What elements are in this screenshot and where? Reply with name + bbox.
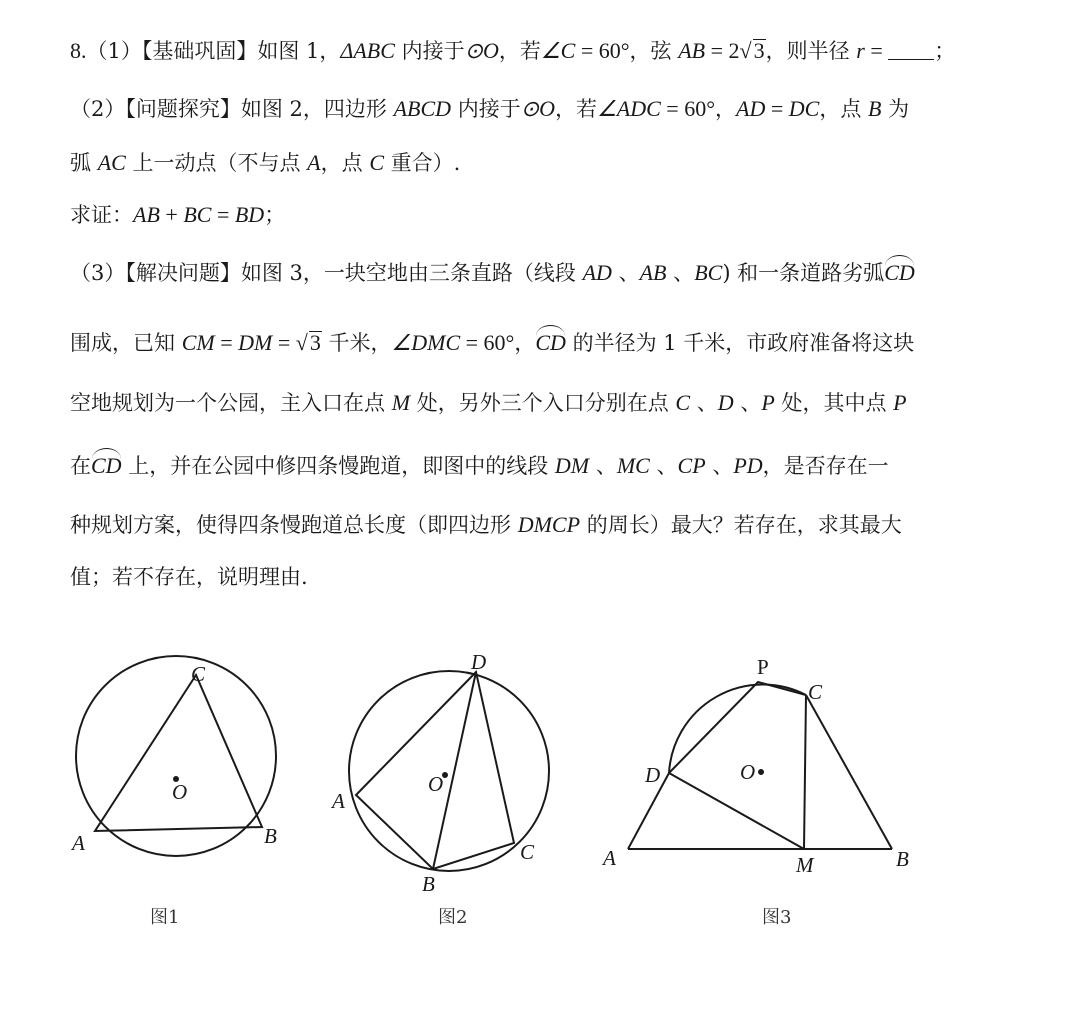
fig1-circle — [76, 656, 276, 856]
problem-part3-line6: 值；若不存在，说明理由. — [70, 565, 308, 589]
problem-part3-line4: 在CD 上，并在公园中修四条慢跑道，即图中的线段 DM 、MC 、CP 、PD，是否存在一 — [70, 451, 889, 481]
fig1-label-a: A — [72, 831, 85, 855]
problem-part3-line2: 围成，已知 CM = DM = √3 千米，∠DMC = 60°，CD 的半径为 1 千米，市政府准备将这块 — [70, 328, 914, 358]
problem-part2-line2: 弧 AC 上一动点（不与点 A，点 C 重合）. — [70, 150, 461, 175]
arc-cd: CD — [884, 258, 915, 288]
fig1-label-o: O — [172, 780, 188, 804]
fig3-segment-cm — [804, 695, 806, 849]
fig3-center-dot — [758, 769, 764, 775]
section-tag: 【问题探究】 — [125, 97, 241, 121]
fig2-label-c: C — [520, 840, 535, 864]
problem-part3-line3: 空地规划为一个公园，主入口在点 M 处，另外三个入口分别在点 C 、D 、P 处，其中点 P — [70, 390, 907, 415]
fig2-label-b: B — [422, 872, 435, 896]
section-tag: 【解决问题】 — [125, 261, 241, 285]
fig3-label-a: A — [603, 846, 616, 870]
fig3-label-p: P — [757, 655, 769, 679]
problem-part3-line5: 种规划方案，使得四条慢跑道总长度（即四边形 DMCP 的周长）最大？若存在，求其最大 — [70, 512, 902, 537]
fig3-label-m: M — [796, 853, 814, 877]
problem-part3-line1: （3）【解决问题】如图 3，一块空地由三条直路（线段 AD 、AB 、BC) 和一条道路劣弧CD — [70, 258, 915, 288]
fig1-triangle-abc — [95, 675, 262, 831]
fig3-segment-dm — [669, 773, 804, 849]
problem-part2-proof-line: 求证：AB + BC = BD； — [70, 202, 286, 227]
fig3-caption: 图3 — [762, 907, 792, 928]
fig1-label-b: B — [264, 824, 277, 848]
fig3-label-o: O — [740, 760, 756, 784]
fig3-segment-bc — [806, 695, 892, 849]
fig2-diagonal-bd — [433, 672, 476, 869]
fig2-label-a: A — [332, 789, 345, 813]
fig3-label-d: D — [645, 763, 661, 787]
fig3-label-c: C — [808, 680, 823, 704]
arc-cd: CD — [91, 451, 122, 481]
fig2-label-o: O — [428, 772, 444, 796]
fig2-caption: 图2 — [438, 907, 468, 928]
fig3-arc-cd — [669, 685, 806, 773]
fig3-chords-dpc — [669, 682, 806, 773]
fig3-label-b: B — [896, 847, 909, 871]
problem-part1-line: 8.（1）【基础巩固】如图 1，ΔABC 内接于⊙O，若∠C = 60°，弦 AB = 2√3，则半径 r = ； — [70, 38, 956, 63]
fig1-label-c: C — [191, 662, 206, 686]
fig2-label-d: D — [471, 650, 487, 674]
section-tag: 【基础巩固】 — [141, 39, 258, 63]
fig1-caption: 图1 — [150, 907, 180, 928]
problem-part2-line1: （2）【问题探究】如图 2，四边形 ABCD 内接于⊙O，若∠ADC = 60°，AD = DC，点 B 为 — [70, 96, 910, 121]
fig2-quadrilateral-abcd — [356, 672, 514, 869]
arc-cd: CD — [535, 328, 566, 358]
